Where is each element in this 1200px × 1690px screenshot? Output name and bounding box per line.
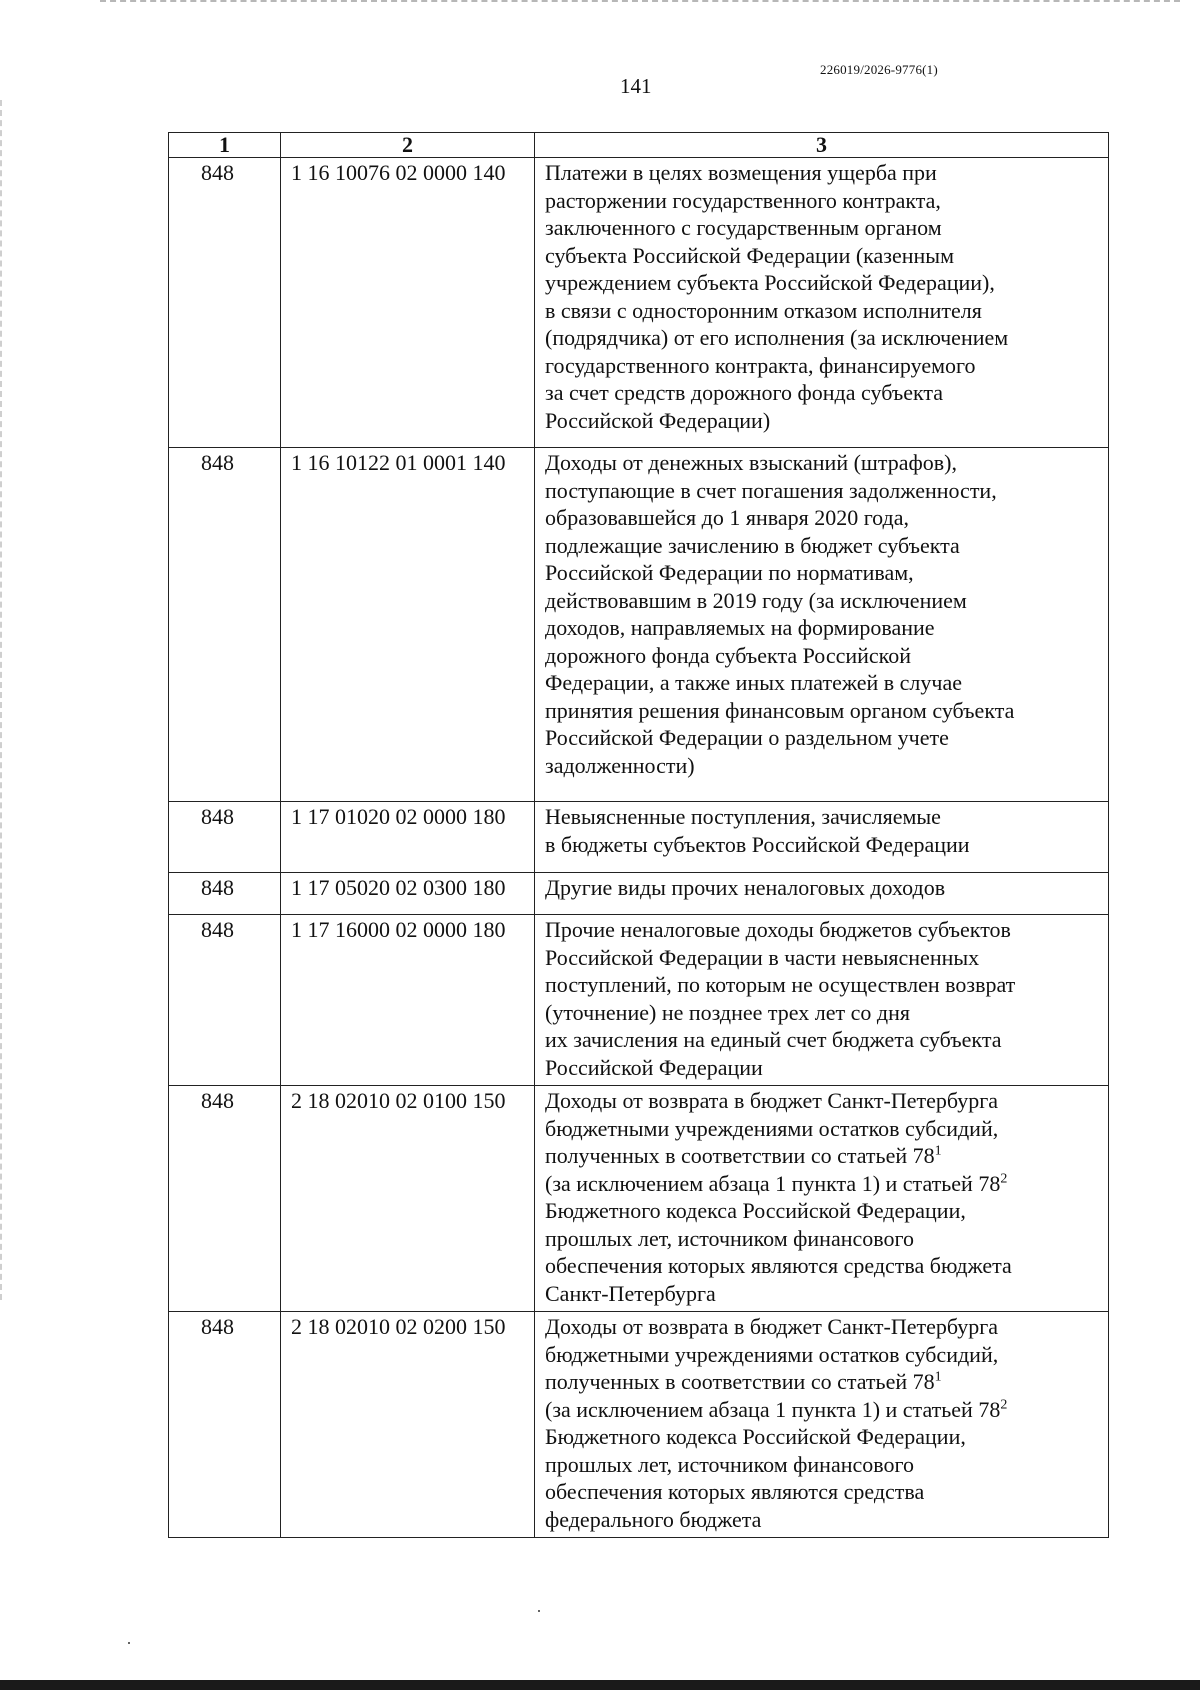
scan-edge-left <box>0 100 4 1300</box>
description-line: (подрядчика) от его исполнения (за исключением <box>545 325 1009 350</box>
description-line: Российской Федерации в части невыясненных <box>545 944 980 970</box>
revenue-description <box>535 873 1109 915</box>
table-row <box>169 448 1109 802</box>
description-line: прошлых лет, источником финансового <box>545 1451 914 1477</box>
description-line <box>545 1396 1102 1424</box>
scan-edge-top <box>100 0 1180 5</box>
description-line: Доходы от денежных взысканий (штрафов), <box>545 450 957 475</box>
agency-code: 848 <box>169 802 281 873</box>
description-line: Бюджетного кодекса Российской Федерации, <box>545 1198 966 1223</box>
description-line: действовавшим в 2019 году (за исключением <box>545 587 967 613</box>
description-line: Невыясненные поступления, зачисляемые <box>545 804 941 829</box>
description-line-text: (за исключением абзаца 1 пункта 1) и статьей 78 <box>545 1170 1001 1196</box>
description-line: Другие виды прочих неналоговых доходов <box>545 875 946 900</box>
scan-speck <box>538 1610 540 1612</box>
description-line: бюджетными учреждениями остатков субсидий, <box>545 1115 999 1141</box>
agency-code: 848 <box>169 873 281 915</box>
description-line: дорожного фонда субъекта Российской <box>545 642 912 668</box>
budget-classification-code: 2 18 02010 02 0100 150 <box>281 1086 535 1312</box>
table-header-row <box>169 133 1109 158</box>
description-line: Российской Федерации) <box>545 407 771 433</box>
description-line: (уточнение) не позднее трех лет со дня <box>545 999 910 1025</box>
revenue-description <box>535 158 1109 448</box>
revenue-description <box>535 1086 1109 1312</box>
description-line: обеспечения которых являются средства <box>545 1479 925 1504</box>
table-row <box>169 1086 1109 1312</box>
table-row <box>169 158 1109 448</box>
description-line: их зачисления на единый счет бюджета субъекта <box>545 1027 1002 1052</box>
description-line: подлежащие зачислению в бюджет субъекта <box>545 532 960 558</box>
revenue-description <box>535 915 1109 1086</box>
description-line <box>545 1142 1102 1170</box>
description-line: Российской Федерации по нормативам, <box>545 560 914 585</box>
superscript-2: 2 <box>1000 1397 1008 1413</box>
description-line: задолженности) <box>545 752 695 778</box>
table-row <box>169 802 1109 873</box>
revenue-description <box>535 448 1109 802</box>
description-line-text: полученных в соответствии со статьей 78 <box>545 1369 935 1394</box>
agency-code: 848 <box>169 915 281 1086</box>
description-line: Санкт-Петербурга <box>545 1280 716 1306</box>
description-line: Бюджетного кодекса Российской Федерации, <box>545 1424 966 1449</box>
description-line: Российской Федерации <box>545 1054 763 1080</box>
description-line: Платежи в целях возмещения ущерба при <box>545 160 937 185</box>
description-line <box>545 1368 1102 1396</box>
description-line: государственного контракта, финансируемого <box>545 352 976 378</box>
description-line-text: полученных в соответствии со статьей 78 <box>545 1143 935 1168</box>
description-line: Федерации, а также иных платежей в случае <box>545 670 963 695</box>
description-line: Доходы от возврата в бюджет Санкт-Петербурга <box>545 1088 999 1113</box>
superscript-1: 1 <box>934 1143 942 1159</box>
table-row <box>169 915 1109 1086</box>
budget-classification-code: 2 18 02010 02 0200 150 <box>281 1312 535 1538</box>
description-line: субъекта Российской Федерации (казенным <box>545 242 954 268</box>
budget-classification-code: 1 17 01020 02 0000 180 <box>281 802 535 873</box>
page-number: 141 <box>620 74 652 98</box>
description-line: Прочие неналоговые доходы бюджетов субъектов <box>545 917 1011 942</box>
description-line-text: (за исключением абзаца 1 пункта 1) и статьей 78 <box>545 1396 1001 1422</box>
table-row <box>169 873 1109 915</box>
scan-speck <box>128 1642 130 1644</box>
agency-code: 848 <box>169 448 281 802</box>
budget-classification-code: 1 16 10122 01 0001 140 <box>281 448 535 802</box>
description-line: поступлений, по которым не осуществлен возврат <box>545 972 1016 997</box>
description-line: бюджетными учреждениями остатков субсидий, <box>545 1341 999 1367</box>
superscript-1: 1 <box>934 1369 942 1385</box>
budget-classification-code: 1 17 16000 02 0000 180 <box>281 915 535 1086</box>
description-line: доходов, направляемых на формирование <box>545 615 935 640</box>
column-header-2: 2 <box>281 133 535 158</box>
description-line: Доходы от возврата в бюджет Санкт-Петербурга <box>545 1314 999 1339</box>
description-line: расторжении государственного контракта, <box>545 187 941 213</box>
description-line: прошлых лет, источником финансового <box>545 1225 914 1251</box>
column-header-3: 3 <box>535 133 1109 158</box>
superscript-2: 2 <box>1000 1171 1008 1187</box>
revenue-description <box>535 1312 1109 1538</box>
description-line: поступающие в счет погашения задолженности, <box>545 477 997 503</box>
budget-classification-code: 1 17 05020 02 0300 180 <box>281 873 535 915</box>
description-line <box>545 1170 1102 1198</box>
column-header-1: 1 <box>169 133 281 158</box>
description-line: заключенного с государственным органом <box>545 215 942 240</box>
scan-edge-bottom <box>0 1680 1200 1690</box>
agency-code: 848 <box>169 1312 281 1538</box>
revenue-description <box>535 802 1109 873</box>
revenue-codes-table <box>168 132 1109 1538</box>
description-line: за счет средств дорожного фонда субъекта <box>545 380 944 405</box>
description-line: образовавшейся до 1 января 2020 года, <box>545 505 909 530</box>
description-line: учреждением субъекта Российской Федерации), <box>545 270 995 295</box>
budget-classification-code: 1 16 10076 02 0000 140 <box>281 158 535 448</box>
description-line: федерального бюджета <box>545 1506 762 1532</box>
agency-code: 848 <box>169 158 281 448</box>
table-row <box>169 1312 1109 1538</box>
agency-code: 848 <box>169 1086 281 1312</box>
description-line: обеспечения которых являются средства бюджета <box>545 1253 1012 1278</box>
description-line: в бюджеты субъектов Российской Федерации <box>545 831 970 857</box>
description-line: принятия решения финансовым органом субъекта <box>545 697 1015 723</box>
description-line: Российской Федерации о раздельном учете <box>545 725 949 750</box>
document-id: 226019/2026-9776(1) <box>820 62 938 77</box>
description-line: в связи с односторонним отказом исполнителя <box>545 297 982 323</box>
